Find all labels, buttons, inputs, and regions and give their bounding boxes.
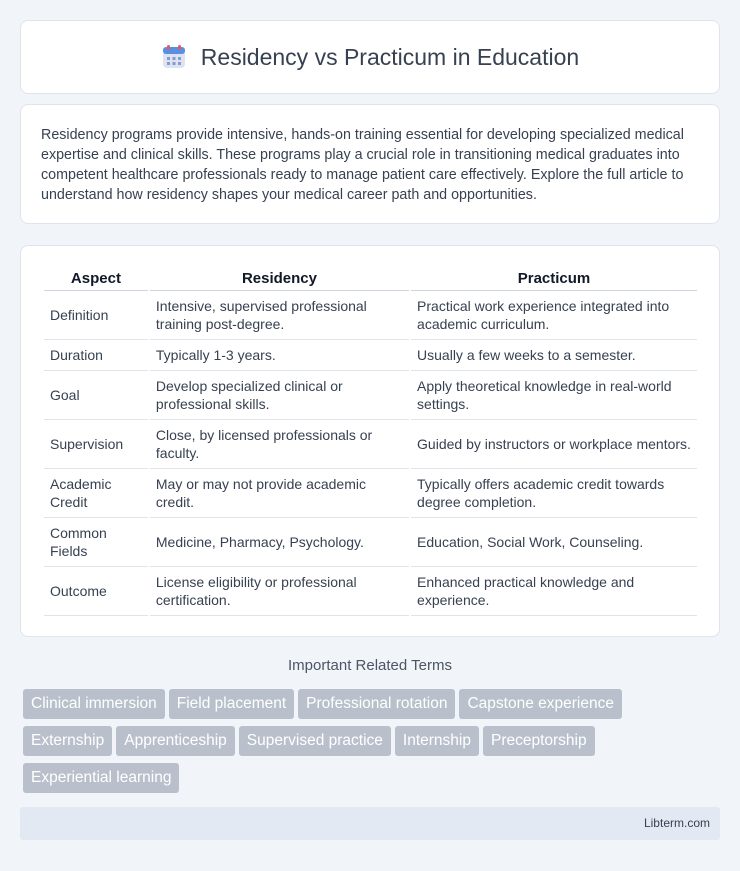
cell-aspect: Supervision <box>44 420 148 469</box>
intro-text: Residency programs provide intensive, hands-on training essential for developing specialized medical expertise and clinical skills. These programs play a crucial role in transitioning medical graduates into competent healthcare professionals ready to manage patient care effectively. Explore the full article to understand how residency shapes your medical career path and opportunities. <box>41 127 684 203</box>
tag-externship[interactable]: Externship <box>23 726 112 756</box>
related-terms-list <box>23 689 703 800</box>
cell-residency: Develop specialized clinical or professional skills. <box>150 371 409 420</box>
header-residency: Residency <box>150 266 409 291</box>
cell-residency: Intensive, supervised professional training post-degree. <box>150 291 409 340</box>
cell-practicum: Enhanced practical knowledge and experience. <box>411 567 697 616</box>
cell-residency: May or may not provide academic credit. <box>150 469 409 518</box>
cell-practicum: Practical work experience integrated into academic curriculum. <box>411 291 697 340</box>
cell-aspect: Common Fields <box>44 518 148 567</box>
tag-capstone-experience[interactable]: Capstone experience <box>459 689 622 719</box>
footer-site-link[interactable]: Libterm.com <box>643 816 710 830</box>
table-row <box>44 291 697 340</box>
table-row <box>44 371 697 420</box>
cell-aspect: Outcome <box>44 567 148 616</box>
cell-practicum: Guided by instructors or workplace mentors. <box>411 420 697 469</box>
tag-experiential-learning[interactable]: Experiential learning <box>23 763 179 793</box>
tag-supervised-practice[interactable]: Supervised practice <box>239 726 391 756</box>
table-row <box>44 420 697 469</box>
intro-card <box>20 104 720 224</box>
tag-professional-rotation[interactable]: Professional rotation <box>298 689 455 719</box>
cell-aspect: Goal <box>44 371 148 420</box>
header-card <box>20 20 720 94</box>
cell-residency: Typically 1-3 years. <box>150 340 409 371</box>
tag-apprenticeship[interactable]: Apprenticeship <box>116 726 235 756</box>
cell-residency: Medicine, Pharmacy, Psychology. <box>150 518 409 567</box>
tag-clinical-immersion[interactable]: Clinical immersion <box>23 689 165 719</box>
footer <box>20 807 720 840</box>
table-row <box>44 567 697 616</box>
related-terms-title: Important Related Terms <box>288 657 452 674</box>
calendar-icon <box>161 44 187 70</box>
comparison-table <box>42 266 699 616</box>
tag-field-placement[interactable]: Field placement <box>169 689 294 719</box>
cell-practicum: Usually a few weeks to a semester. <box>411 340 697 371</box>
cell-practicum: Apply theoretical knowledge in real-world settings. <box>411 371 697 420</box>
page-title: Residency vs Practicum in Education <box>200 43 580 70</box>
comparison-table-card <box>20 245 720 637</box>
cell-aspect: Definition <box>44 291 148 340</box>
cell-residency: License eligibility or professional certification. <box>150 567 409 616</box>
cell-practicum: Typically offers academic credit towards degree completion. <box>411 469 697 518</box>
header-aspect: Aspect <box>44 266 148 291</box>
table-row <box>44 340 697 371</box>
table-row <box>44 469 697 518</box>
tag-internship[interactable]: Internship <box>395 726 479 756</box>
header-practicum: Practicum <box>411 266 697 291</box>
cell-aspect: Academic Credit <box>44 469 148 518</box>
cell-aspect: Duration <box>44 340 148 371</box>
table-header-row <box>44 266 697 291</box>
cell-practicum: Education, Social Work, Counseling. <box>411 518 697 567</box>
tag-preceptorship[interactable]: Preceptorship <box>483 726 595 756</box>
cell-residency: Close, by licensed professionals or faculty. <box>150 420 409 469</box>
table-row <box>44 518 697 567</box>
